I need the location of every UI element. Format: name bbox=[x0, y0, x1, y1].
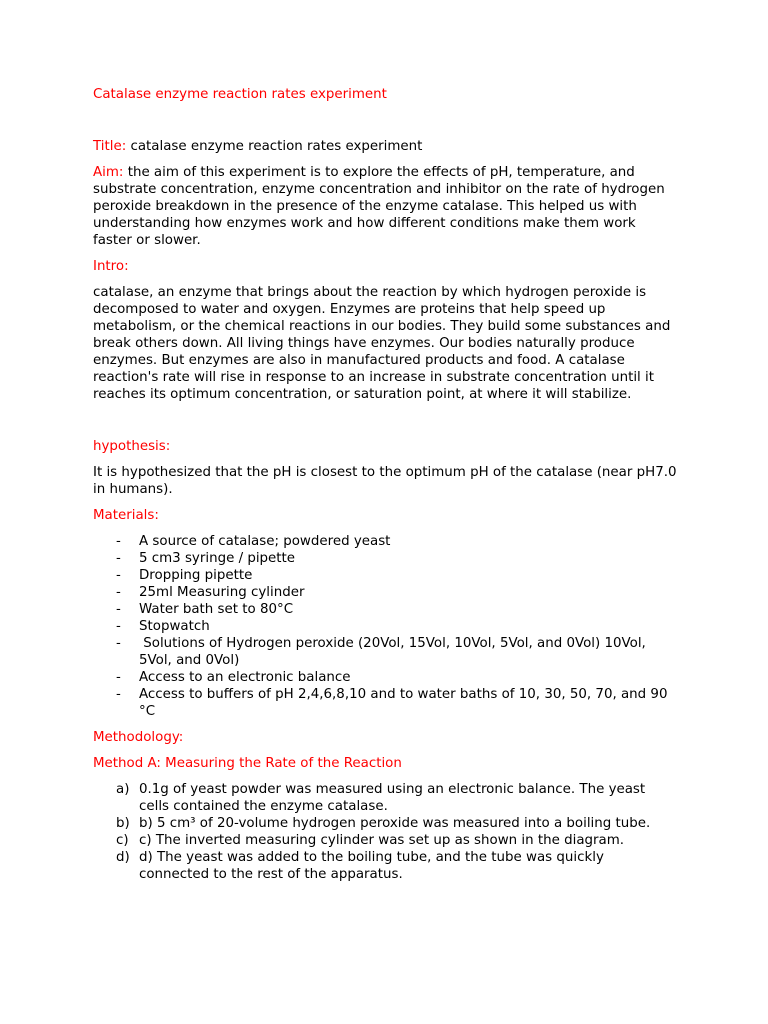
aim-paragraph bbox=[93, 164, 678, 249]
method-step bbox=[93, 815, 678, 832]
hypothesis-heading: hypothesis: bbox=[93, 439, 171, 454]
step-marker: c) bbox=[116, 833, 129, 848]
materials-item bbox=[93, 584, 678, 601]
materials-item-text: Access to an electronic balance bbox=[139, 670, 351, 685]
list-marker: - bbox=[116, 568, 121, 583]
list-marker: - bbox=[116, 687, 121, 702]
method-step bbox=[93, 832, 678, 849]
materials-item-text: Access to buffers of pH 2,4,6,8,10 and to water baths of 10, 30, 50, 70, and 90 °C bbox=[139, 687, 668, 719]
materials-item-text: Stopwatch bbox=[139, 619, 210, 634]
aim-label: Aim: bbox=[93, 165, 124, 180]
materials-item bbox=[93, 635, 678, 669]
materials-item-text: Water bath set to 80°C bbox=[139, 602, 294, 617]
materials-item-text: 5 cm3 syringe / pipette bbox=[139, 551, 296, 566]
materials-item bbox=[93, 567, 678, 584]
title-label: Title: bbox=[93, 139, 127, 154]
materials-item bbox=[93, 618, 678, 635]
materials-item-text: 25ml Measuring cylinder bbox=[139, 585, 305, 600]
title-line bbox=[93, 138, 678, 155]
materials-item-text: Solutions of Hydrogen peroxide (20Vol, 15Vol, 10Vol, 5Vol, and 0Vol) 10Vol, 5Vol, and 0Vol) bbox=[139, 636, 651, 668]
document-title: Catalase enzyme reaction rates experiment bbox=[93, 87, 387, 102]
materials-item bbox=[93, 686, 678, 720]
method-a-heading: Method A: Measuring the Rate of the Reaction bbox=[93, 756, 402, 771]
materials-item bbox=[93, 550, 678, 567]
materials-item-text: A source of catalase; powdered yeast bbox=[139, 534, 391, 549]
method-step bbox=[93, 849, 678, 883]
method-step bbox=[93, 781, 678, 815]
materials-item bbox=[93, 669, 678, 686]
list-marker: - bbox=[116, 534, 121, 549]
document-page bbox=[93, 86, 678, 892]
materials-heading: Materials: bbox=[93, 508, 159, 523]
list-marker: - bbox=[116, 551, 121, 566]
intro-heading: Intro: bbox=[93, 259, 129, 274]
list-marker: - bbox=[116, 636, 121, 651]
list-marker: - bbox=[116, 602, 121, 617]
intro-paragraph: catalase, an enzyme that brings about the reaction by which hydrogen peroxide is decomposed to water and oxygen. Enzymes are proteins that help speed up metabolism, or the chemical reactions in our bodies. They build some substances and break others down. All living things have enzymes. Our bodies naturally produce enzymes. But enzymes are also in manufactured products and food. A catalase reaction's rate will rise in response to an increase in substrate concentration until it reaches its optimum concentration, or saturation point, at where it will stabilize. bbox=[93, 285, 671, 402]
method-step-text: 0.1g of yeast powder was measured using an electronic balance. The yeast cells contained the enzyme catalase. bbox=[139, 782, 646, 814]
method-step-text: d) The yeast was added to the boiling tube, and the tube was quickly connected to the rest of the apparatus. bbox=[139, 850, 604, 882]
method-steps-list bbox=[93, 781, 678, 883]
materials-list bbox=[93, 533, 678, 720]
list-marker: - bbox=[116, 585, 121, 600]
title-text: catalase enzyme reaction rates experiment bbox=[130, 139, 423, 154]
materials-item bbox=[93, 601, 678, 618]
step-marker: d) bbox=[116, 850, 130, 865]
aim-text: the aim of this experiment is to explore the effects of pH, temperature, and substrate concentration, enzyme concentration and inhibitor on the rate of hydrogen peroxide breakdown in the presence of the enzyme catalase. This helped us with understanding how enzymes work and how different conditions make them work faster or slower. bbox=[93, 165, 665, 248]
hypothesis-paragraph: It is hypothesized that the pH is closest to the optimum pH of the catalase (near pH7.0 in humans). bbox=[93, 465, 677, 497]
materials-item-text: Dropping pipette bbox=[139, 568, 253, 583]
materials-item bbox=[93, 533, 678, 550]
step-marker: a) bbox=[116, 782, 130, 797]
list-marker: - bbox=[116, 670, 121, 685]
step-marker: b) bbox=[116, 816, 130, 831]
list-marker: - bbox=[116, 619, 121, 634]
methodology-heading: Methodology: bbox=[93, 730, 184, 745]
method-step-text: c) The inverted measuring cylinder was set up as shown in the diagram. bbox=[139, 833, 625, 848]
method-step-text: b) 5 cm³ of 20-volume hydrogen peroxide was measured into a boiling tube. bbox=[139, 816, 651, 831]
